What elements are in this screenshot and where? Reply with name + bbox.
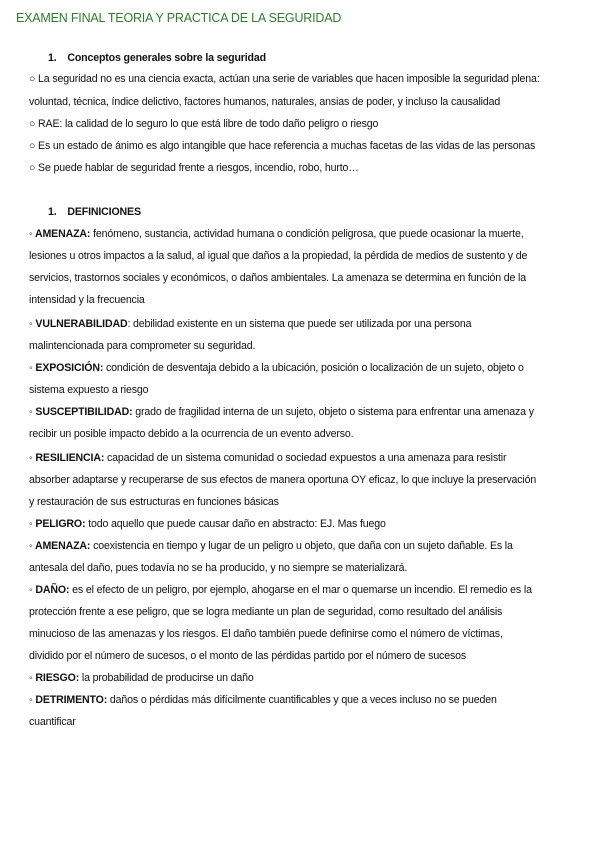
definition-line (29, 317, 471, 331)
definition-text: dividido por el número de sucesos, o el monto de las pérdidas partido por el número de sucesos (29, 650, 466, 662)
section1-heading (48, 52, 266, 64)
definition-line (29, 383, 148, 397)
definition-text: intensidad y la frecuencia (29, 294, 145, 306)
document-title: EXAMEN FINAL TEORIA Y PRACTICA DE LA SEGURIDAD (16, 11, 342, 25)
definition-term: ◦ AMENAZA: (29, 228, 91, 240)
definition-line (29, 649, 466, 663)
definition-line (29, 405, 534, 419)
section2-heading (48, 206, 141, 218)
definition-text: coexistencia en tiempo y lugar de un peligro u objeto, que daña con un sujeto dañable. Es la (90, 540, 513, 552)
section1-line: ○ Se puede hablar de seguridad frente a riesgos, incendio, robo, hurto… (29, 162, 359, 174)
definition-text: fenómeno, sustancia, actividad humana o condición peligrosa, que puede ocasionar la muerte, (90, 228, 524, 240)
definition-text: lesiones u otros impactos a la salud, al igual que daños a la propiedad, la pérdida de medios de sustento y de (29, 250, 528, 262)
section1-line: ○ La seguridad no es una ciencia exacta, actúan una serie de variables que hacen imposible la seguridad plena: (29, 73, 540, 85)
definition-line (29, 671, 254, 685)
definition-text: minucioso de las amenazas y los riesgos. El daño también puede definirse como el número de víctimas, (29, 628, 503, 640)
definition-text: protección frente a ese peligro, que se logra mediante un plan de seguridad, como resultado del análisis (29, 606, 503, 618)
definition-text: cuantificar (29, 716, 76, 728)
definition-text: recibir un posible impacto debido a la ocurrencia de un evento adverso. (29, 428, 354, 440)
definition-text: grado de fragilidad interna de un sujeto, objeto o sistema para enfrentar una amenaza y (132, 406, 534, 418)
definition-text: absorber adaptarse y recuperarse de sus efectos de manera oportuna OY eficaz, lo que incluye la preservación (29, 474, 537, 486)
definition-line (29, 451, 506, 465)
definition-line (29, 715, 76, 729)
definition-text: todo aquello que puede causar daño en abstracto: EJ. Mas fuego (85, 518, 386, 530)
definition-line (29, 249, 527, 263)
definition-text: antesala del daño, pues todavía no se ha producido, y no siempre se materializará. (29, 562, 408, 574)
definition-line (29, 361, 524, 375)
definition-line (29, 427, 353, 441)
definition-line (29, 473, 536, 487)
definition-line (29, 627, 503, 641)
definition-line (29, 339, 255, 353)
definition-term: ◦ DAÑO: (29, 584, 70, 596)
definition-text: malintencionada para comprometer su seguridad. (29, 340, 256, 352)
definition-text: servicios, trastornos sociales y económicos, o daños ambientales. La amenaza se determina en función de la (29, 272, 526, 284)
definition-text: sistema expuesto a riesgo (29, 384, 149, 396)
section2-title: DEFINICIONES (67, 206, 141, 218)
definition-term: ◦ SUSCEPTIBILIDAD: (29, 406, 133, 418)
definition-term: ◦ AMENAZA: (29, 540, 91, 552)
definition-line (29, 517, 386, 531)
definition-text: la probabilidad de producirse un daño (79, 672, 254, 684)
definition-line (29, 227, 523, 241)
definition-text: daños o pérdidas más difícilmente cuantificables y que a veces incluso no se pueden (107, 694, 497, 706)
definition-term: ◦ RESILIENCIA: (29, 452, 105, 464)
definition-line (29, 561, 407, 575)
definition-term: ◦ DETRIMENTO: (29, 694, 108, 706)
definition-line (29, 693, 497, 707)
definition-line (29, 539, 513, 553)
definition-text: condición de desventaja debido a la ubicación, posición o localización de un sujeto, objeto o (103, 362, 524, 374)
definition-term: ◦ VULNERABILIDAD (29, 318, 128, 330)
definition-text: : debilidad existente en un sistema que puede ser utilizada por una persona (127, 318, 472, 330)
section2-number: 1. (48, 206, 57, 218)
section1-line: ○ RAE: la calidad de lo seguro lo que está libre de todo daño peligro o riesgo (29, 118, 379, 130)
section1-title: Conceptos generales sobre la seguridad (67, 52, 266, 64)
section1-line: voluntad, técnica, índice delictivo, factores humanos, naturales, ansias de poder, y incluso la causalidad (29, 96, 501, 108)
section1-number: 1. (48, 52, 57, 64)
definition-line (29, 605, 502, 619)
definition-term: ◦ RIESGO: (29, 672, 80, 684)
definition-term: ◦ EXPOSICIÓN: (29, 362, 104, 374)
definition-text: capacidad de un sistema comunidad o sociedad expuestos a una amenaza para resistir (104, 452, 507, 464)
definition-line (29, 271, 526, 285)
definition-line (29, 293, 145, 307)
definition-text: es el efecto de un peligro, por ejemplo, ahogarse en el mar o quemarse un incendio. El remedio es la (69, 584, 532, 596)
definition-line (29, 495, 279, 509)
definition-line (29, 583, 532, 597)
section1-line: ○ Es un estado de ánimo es algo intangible que hace referencia a muchas facetas de las vidas de las personas (29, 140, 536, 152)
definition-term: ◦ PELIGRO: (29, 518, 86, 530)
definition-text: y restauración de sus estructuras en funciones básicas (29, 496, 279, 508)
